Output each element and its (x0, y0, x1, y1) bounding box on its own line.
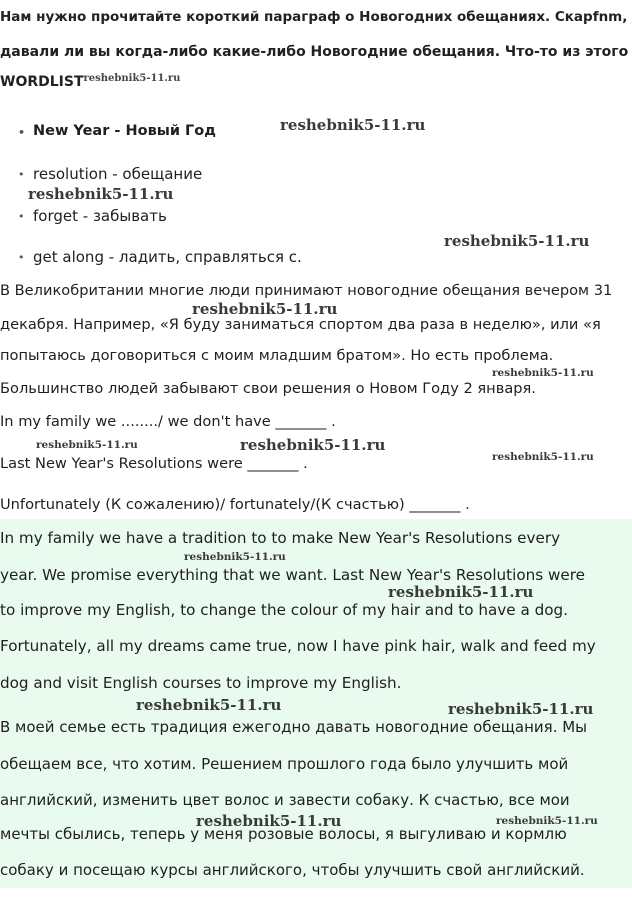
watermark: reshebnik5-11.ru (36, 439, 138, 451)
watermark-inline: reshebnik5-11.ru (83, 73, 181, 84)
task-line-3 (0, 74, 180, 90)
watermark: reshebnik5-11.ru (136, 696, 282, 714)
watermark: reshebnik5-11.ru (444, 232, 590, 250)
watermark: reshebnik5-11.ru (196, 812, 342, 830)
wordlist-item-resolution: • resolution - обещание (33, 165, 202, 183)
wordlist-heading: WORDLIST (0, 74, 84, 90)
answer-en-line-5: dog and visit English courses to improve my English. (0, 674, 402, 692)
answer-ru-line-5: собаку и посещаю курсы английского, чтобы улучшить свой английский. (0, 861, 585, 879)
watermark: reshebnik5-11.ru (388, 583, 534, 601)
watermark: reshebnik5-11.ru (240, 436, 386, 454)
answer-en-line-1: In my family we have a tradition to to make New Year's Resolutions every (0, 529, 561, 547)
prompt-fortunately: Unfortunately (К сожалению)/ fortunately/(К счастью) _______ . (0, 496, 470, 513)
watermark: reshebnik5-11.ru (184, 551, 286, 563)
paragraph-line-2: декабря. Например, «Я буду заниматься спортом два раза в неделю», или «я (0, 316, 601, 333)
task-line-2: давали ли вы когда-либо какие-либо Новогодние обещания. Что-то из этого (0, 44, 629, 60)
paragraph-line-4: Большинство людей забывают свои решения о Новом Году 2 января. (0, 380, 536, 397)
answer-ru-line-3: английский, изменить цвет волос и завести собаку. К счастью, все мои (0, 791, 570, 809)
answer-en-line-3: to improve my English, to change the colour of my hair and to have a dog. (0, 601, 568, 619)
paragraph-line-3: попытаюсь договориться с моим младшим братом». Но есть проблема. (0, 347, 554, 364)
wordlist-item-new-year: • New Year - Новый Год (33, 123, 216, 139)
task-line-1: Нам нужно прочитайте короткий параграф о Новогодних обещаниях. Cкapfnm, (0, 9, 628, 25)
watermark: reshebnik5-11.ru (448, 700, 594, 718)
answer-en-line-4: Fortunately, all my dreams came true, now I have pink hair, walk and feed my (0, 637, 596, 655)
prompt-family: In my family we ......../ we don't have _______ . (0, 413, 336, 430)
answer-ru-line-1: В моей семье есть традиция ежегодно давать новогодние обещания. Мы (0, 718, 588, 736)
watermark: reshebnik5-11.ru (28, 185, 174, 203)
watermark: reshebnik5-11.ru (280, 116, 426, 134)
answer-en-line-2: year. We promise everything that we want. Last New Year's Resolutions were (0, 566, 586, 584)
watermark: reshebnik5-11.ru (492, 367, 594, 379)
watermark: reshebnik5-11.ru (192, 300, 338, 318)
watermark: reshebnik5-11.ru (492, 451, 594, 463)
answer-ru-line-2: обещаем все, что хотим. Решением прошлого года было улучшить мой (0, 755, 569, 773)
prompt-last-resolutions: Last New Year's Resolutions were _______ . (0, 455, 308, 472)
answer-ru-line-4: мечты сбылись, теперь у меня розовые волосы, я выгуливаю и кормлю (0, 825, 567, 843)
watermark: reshebnik5-11.ru (496, 815, 598, 827)
wordlist-item-get-along: • get along - ладить, справляться с. (33, 248, 302, 266)
paragraph-line-1: В Великобритании многие люди принимают новогодние обещания вечером 31 (0, 282, 613, 299)
wordlist-item-forget: • forget - забывать (33, 207, 167, 225)
